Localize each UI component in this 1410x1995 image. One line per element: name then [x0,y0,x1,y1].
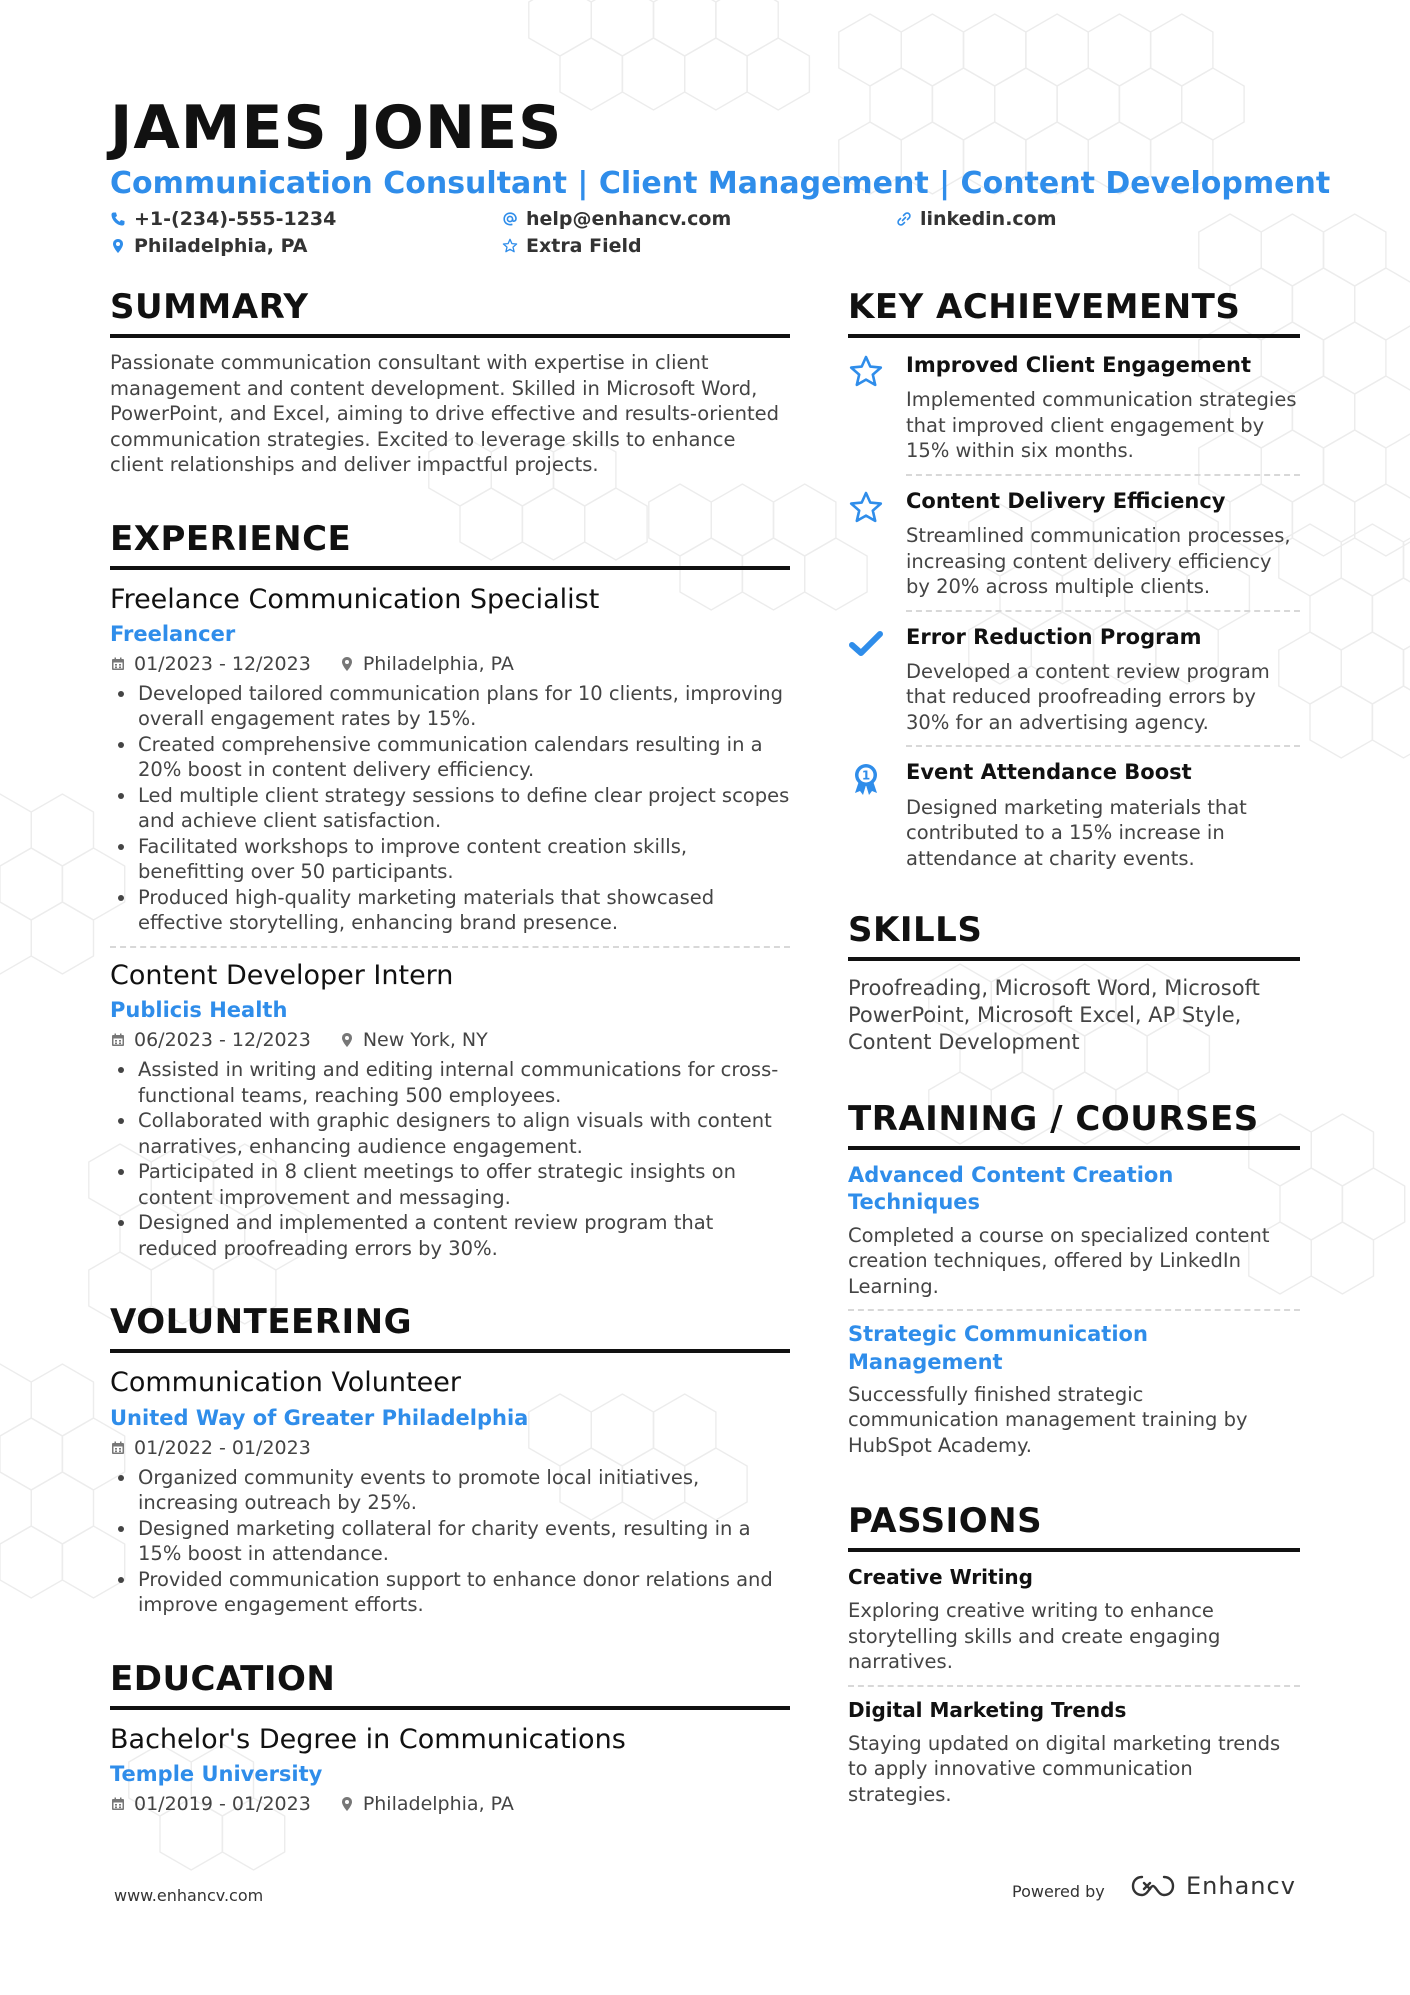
bullet-item: Collaborated with graphic designers to align visuals with content narratives, enhancing audience engagement. [110,1108,790,1159]
job-meta [110,1029,790,1051]
right-column [848,287,1300,1807]
enhancv-logo-icon [1130,1873,1176,1899]
passions-section [848,1501,1300,1807]
calendar-icon [110,1796,126,1812]
enhancv-logo[interactable] [1130,1872,1296,1900]
training-heading: TRAINING / COURSES [848,1102,1300,1150]
school-name: Temple University [110,1762,323,1787]
passion-text: Staying updated on digital marketing trends to apply innovative communication strategies. [848,1731,1281,1806]
achievement-title: Content Delivery Efficiency [906,488,1226,513]
checkmark-icon [848,626,884,662]
achievement-text: Designed marketing materials that contributed to a 15% increase in attendance at charity events. [906,795,1247,870]
job-entry [110,960,790,1261]
location-pin-icon [339,1032,355,1048]
summary-section [110,287,790,478]
course-item [848,1162,1300,1299]
training-section [848,1099,1300,1458]
bullet-item: Assisted in writing and editing internal communications for cross-functional teams, reaching 500 employees. [110,1057,790,1108]
passion-title: Creative Writing [848,1565,1033,1590]
volunteer-entry [110,1367,790,1617]
star-outline-icon [502,238,518,254]
skills-section [848,910,1300,1056]
star-outline-icon [848,354,884,390]
email-text[interactable]: help@enhancv.com [526,208,732,230]
contact-phone [110,208,336,230]
divider [848,1309,1300,1311]
job-location: New York, NY [362,1029,488,1052]
experience-heading: EXPERIENCE [110,522,790,570]
achievement-item [848,624,1300,736]
summary-heading: SUMMARY [110,290,790,338]
location-pin-icon [339,656,355,672]
contact-location [110,235,307,257]
location-pin-icon [339,1796,355,1812]
star-outline-icon [848,490,884,526]
bullet-item: Led multiple client strategy sessions to define clear project scopes and achieve client satisfaction. [110,783,790,834]
location-text: Philadelphia, PA [134,235,308,257]
job-title: Freelance Communication Specialist [110,583,600,615]
job-entry [110,584,790,936]
achievement-item [848,759,1300,871]
phone-text[interactable]: +1-(234)-555-1234 [134,208,337,230]
powered-by-text: Powered by [1012,1882,1105,1901]
passion-item [848,1564,1300,1675]
skills-text: Proofreading, Microsoft Word, Microsoft PowerPoint, Microsoft Excel, AP Style, Content Development [848,976,1260,1055]
calendar-icon [110,1440,126,1456]
job-dates: 01/2023 - 12/2023 [134,652,311,675]
contact-email [502,208,731,230]
achievement-text: Implemented communication strategies that improved client engagement by 15% within six months. [906,388,1297,463]
achievement-text: Developed a content review program that reduced proofreading errors by 30% for an advertising agency. [906,659,1270,734]
contact-extra [502,235,642,257]
award-ribbon-icon [848,761,884,797]
education-location: Philadelphia, PA [362,1793,514,1816]
volunteer-dates: 01/2022 - 01/2023 [134,1436,311,1459]
extra-field-text: Extra Field [526,235,642,257]
passions-heading: PASSIONS [848,1504,1300,1552]
divider [848,1685,1300,1687]
bullet-item: Facilitated workshops to improve content creation skills, benefitting over 50 participants. [110,834,790,885]
job-location: Philadelphia, PA [362,652,514,675]
bullet-item: Provided communication support to enhance donor relations and improve engagement efforts. [110,1567,790,1618]
experience-section [110,518,790,1262]
candidate-headline: Communication Consultant | Client Management | Content Development [110,166,1331,201]
education-entry [110,1724,790,1815]
job-meta [110,653,790,675]
divider [906,474,1300,476]
volunteering-heading: VOLUNTEERING [110,1305,790,1353]
bullet-item: Created comprehensive communication calendars resulting in a 20% boost in content delivery efficiency. [110,732,790,783]
achievement-title: Improved Client Engagement [906,353,1252,377]
course-title: Strategic Communication Management [848,1322,1148,1374]
company-name: Freelancer [110,621,236,646]
education-section [110,1658,790,1816]
summary-text: Passionate communication consultant with expertise in client management and content development. Skilled in Microsoft Word, PowerPoint, and Excel, aiming to drive effective and results-oriented communication strategies. Excited to leverage skills to enhance client relationships and deliver impactful projects. [110,351,780,476]
achievement-text: Streamlined communication processes, increasing content delivery efficiency by 20% across multiple clients. [906,524,1291,599]
course-title: Advanced Content Creation Techniques [848,1163,1174,1215]
enhancv-logo-text: Enhancv [1186,1872,1296,1900]
divider [906,610,1300,612]
job-dates: 06/2023 - 12/2023 [134,1029,311,1052]
passion-item [848,1697,1300,1808]
footer-url[interactable]: www.enhancv.com [114,1886,264,1905]
achievement-title: Event Attendance Boost [906,760,1192,785]
calendar-icon [110,656,126,672]
linkedin-text[interactable]: linkedin.com [920,208,1057,230]
bullet-item: Designed marketing collateral for charity events, resulting in a 15% boost in attendance. [110,1516,790,1567]
education-dates: 01/2019 - 01/2023 [134,1793,311,1816]
left-column [110,287,790,1816]
bullet-item: Participated in 8 client meetings to offer strategic insights on content improvement and messaging. [110,1159,790,1210]
volunteer-org: United Way of Greater Philadelphia [110,1405,529,1430]
svg-text:1: 1 [861,768,871,783]
passion-title: Digital Marketing Trends [848,1697,1127,1722]
phone-icon [110,211,126,227]
candidate-name: JAMES JONES [110,93,563,163]
passion-text: Exploring creative writing to enhance storytelling skills and create engaging narratives. [848,1599,1221,1674]
bullet-item: Designed and implemented a content review program that reduced proofreading errors by 30%. [110,1210,790,1261]
volunteer-role: Communication Volunteer [110,1367,461,1399]
link-icon [896,211,912,227]
degree-title: Bachelor's Degree in Communications [110,1723,626,1755]
at-sign-icon [502,211,518,227]
job-title: Content Developer Intern [110,959,454,991]
contact-linkedin [896,208,1057,230]
achievements-section [848,287,1300,871]
course-item [848,1321,1300,1458]
education-meta [110,1793,790,1815]
course-text: Successfully finished strategic communication management training by HubSpot Academy. [848,1382,1248,1457]
job-bullets [110,681,790,936]
achievement-item [848,352,1300,464]
job-bullets [110,1057,790,1261]
volunteer-meta [110,1437,790,1459]
divider [906,745,1300,747]
bullet-item: Organized community events to promote local initiatives, increasing outreach by 25%. [110,1465,790,1516]
volunteering-section [110,1302,790,1617]
location-pin-icon [110,238,126,254]
achievements-heading: KEY ACHIEVEMENTS [848,290,1300,338]
skills-heading: SKILLS [848,913,1300,961]
calendar-icon [110,1032,126,1048]
achievement-title: Error Reduction Program [906,624,1202,649]
volunteer-bullets [110,1465,790,1618]
company-name: Publicis Health [110,998,288,1023]
education-heading: EDUCATION [110,1662,790,1710]
course-text: Completed a course on specialized content creation techniques, offered by LinkedIn Learning. [848,1223,1270,1298]
divider [110,946,790,948]
bullet-item: Developed tailored communication plans for 10 clients, improving overall engagement rates by 15%. [110,681,790,732]
achievement-item [848,488,1300,600]
bullet-item: Produced high-quality marketing materials that showcased effective storytelling, enhancing brand presence. [110,885,790,936]
